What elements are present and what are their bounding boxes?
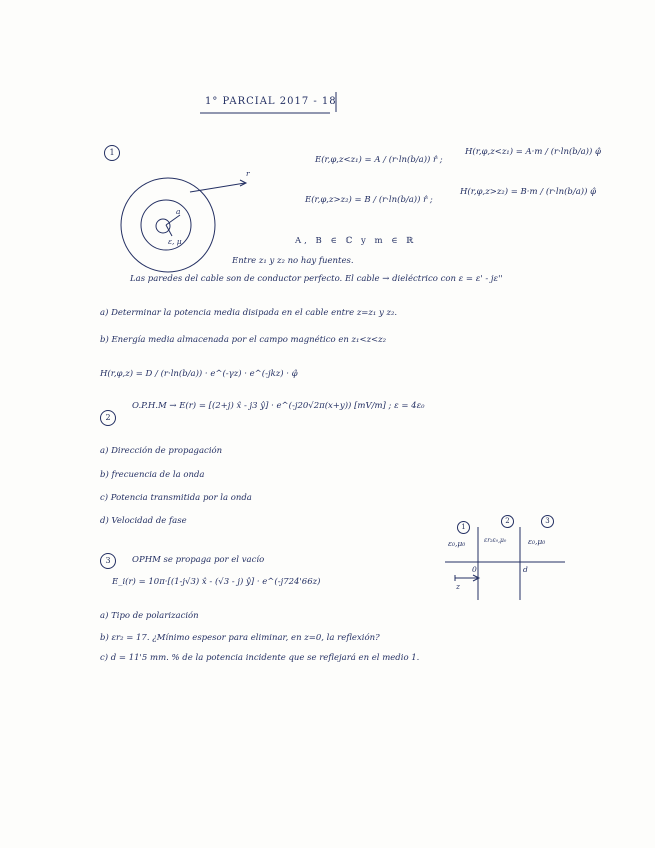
fig-label-eps-mu: ε, μ [168, 237, 182, 246]
problem1-eq-h: H(r,φ,z) = D / (r·ln(b/a)) · e^(-γz) · e^(-jkz) · φ̂ [100, 369, 298, 379]
diagram-axis-z: z [456, 582, 460, 591]
diagram-pos-d: d [523, 565, 528, 574]
problem1-eq-e2: E(r,φ,z>z₂) = B / (r·ln(b/a)) r̂ ; [305, 195, 433, 205]
diagram-label-medium1: ε₀,μ₀ [448, 539, 466, 548]
diagram-pos-0: 0 [472, 565, 477, 574]
problem1-number: 1 [104, 145, 120, 161]
problem2-eq: O.P.H.M → E(r) = [(2+j) x̂ - j3 ŷ] · e^(-j20√2π(x+y)) [mV/m] ; ε = 4ε₀ [132, 401, 425, 411]
page-title: 1° PARCIAL 2017 - 18 [205, 96, 337, 107]
diagram-label-medium2: εr₂ε₀,μ₀ [484, 537, 507, 544]
diagram-region-1: 1 [457, 521, 470, 534]
inner-circle [156, 219, 170, 233]
problem1-note1: Entre z₁ y z₂ no hay fuentes. [232, 256, 354, 266]
problem2-question-c: c) Potencia transmitida por la onda [100, 493, 252, 503]
fig-label-r: r [246, 169, 250, 178]
problem3-number: 3 [100, 553, 116, 569]
problem1-eq-h2: H(r,φ,z>z₂) = B·m / (r·ln(b/a)) φ̂ [460, 187, 597, 197]
problem3-question-b: b) εr₂ = 17. ¿Mínimo espesor para eliminar, en z=0, la reflexión? [100, 633, 380, 643]
problem1-note2: Las paredes del cable son de conductor perfecto. El cable → dieléctrico con ε = ε' - jε'' [130, 274, 503, 284]
problem2-number: 2 [100, 410, 116, 426]
problem1-eq-e1: E(r,φ,z<z₁) = A / (r·ln(b/a)) r̂ ; [315, 155, 443, 165]
fig-label-a: a [176, 207, 181, 216]
problem3-question-a: a) Tipo de polarización [100, 611, 199, 621]
problem3-question-c: c) d = 11'5 mm. % de la potencia incidente que se reflejará en el medio 1. [100, 653, 420, 663]
diagram-region-2: 2 [501, 515, 514, 528]
diagram-region-3: 3 [541, 515, 554, 528]
problem2-question-b: b) frecuencia de la onda [100, 470, 205, 480]
diagram-label-medium3: ε₀,μ₀ [528, 537, 546, 546]
problem3-eq: E_i(r) = 10π·[(1-j√3) x̂ - (√3 - j) ŷ] · e^(-j724'66z) [112, 577, 321, 587]
problem1-eq-h1: H(r,φ,z<z₁) = A·m / (r·ln(b/a)) φ̂ [465, 147, 601, 157]
problem2-question-d: d) Velocidad de fase [100, 516, 187, 526]
outer-circle [121, 178, 215, 272]
problem3-intro: OPHM se propaga por el vacío [132, 555, 265, 565]
problem1-consts: A, B ∈ ℂ y m ∈ ℝ [295, 236, 417, 246]
problem1-question-b: b) Energía media almacenada por el campo magnético en z₁<z<z₂ [100, 335, 387, 345]
problem1-question-a: a) Determinar la potencia media disipada en el cable entre z=z₁ y z₂. [100, 308, 398, 318]
problem2-question-a: a) Dirección de propagación [100, 446, 223, 456]
